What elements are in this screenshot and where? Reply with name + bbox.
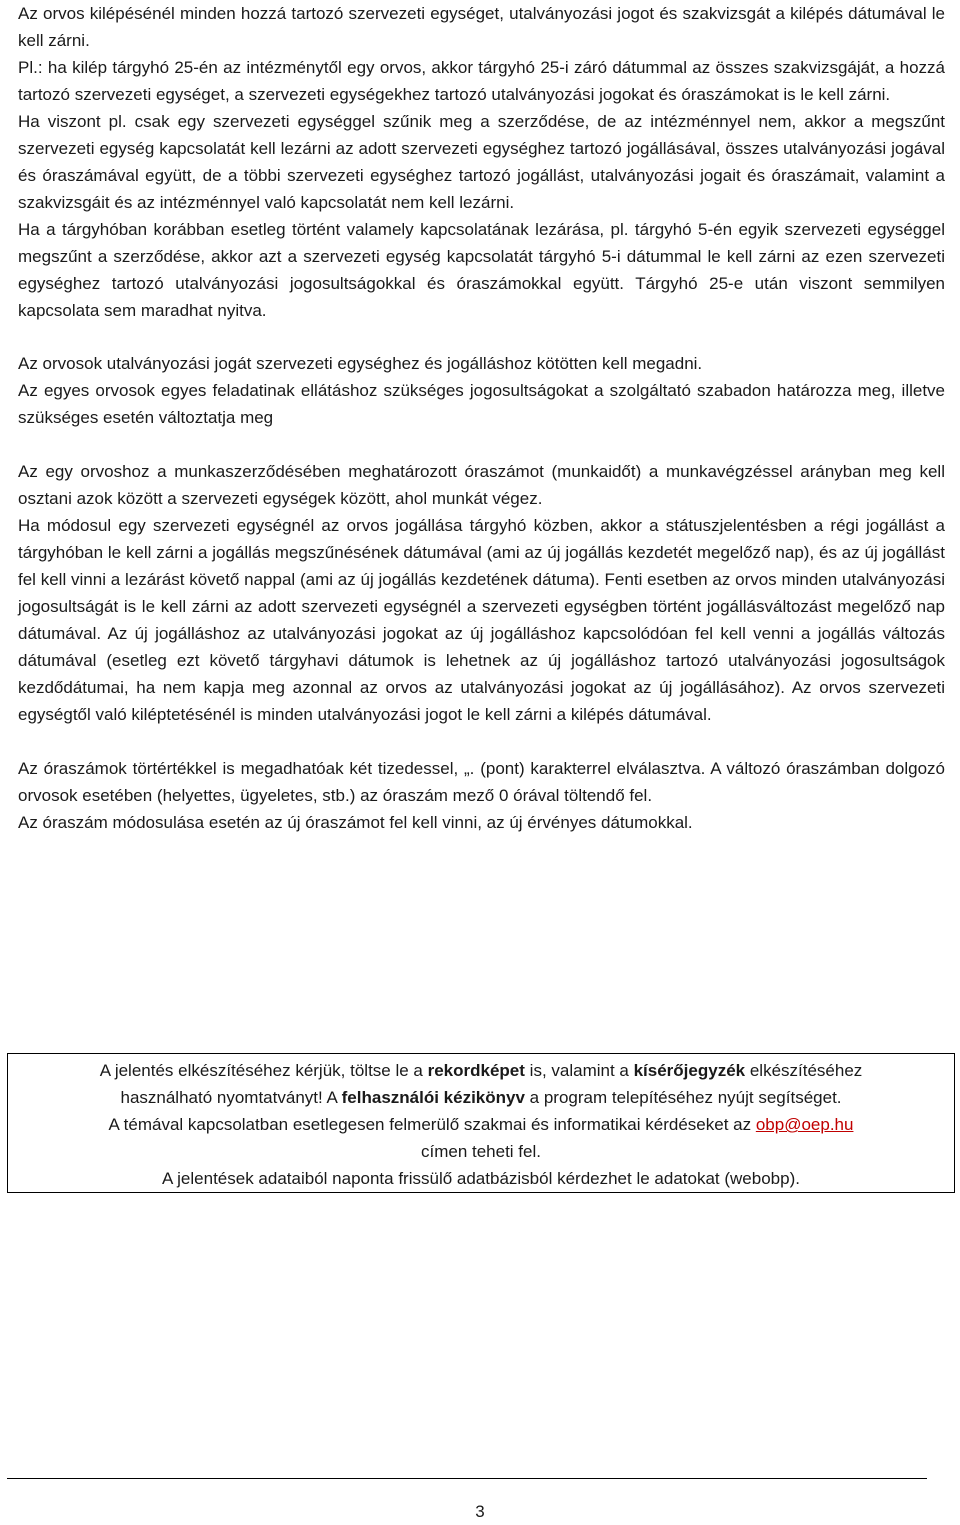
- paragraph-example: Pl.: ha kilép tárgyhó 25-én az intézménytől egy orvos, akkor tárgyhó 25-i záró dátummal az összes szakvizsgáját, a hozzá tartozó szervezeti egységet, a szervezeti egységekhez tartozó utalványozási jogokat és óraszámokat is le kell zárni.: [18, 58, 945, 104]
- paragraph-hours-decimal: Az óraszámok törtértékkel is megadhatóak két tizedessel, „. (pont) karakterrel elválasztva. A változó óraszámban dolgozó orvosok esetében (helyettes, ügyeletes, stb.) az óraszám mező 0 órával töltendő fel.: [18, 759, 945, 805]
- document-body: [18, 0, 945, 836]
- paragraph-permissions: Az egyes orvosok egyes feladatinak ellátáshoz szükséges jogosultságokat a szolgáltató szabadon határozza meg, illetve szükséges esetén változtatja meg: [18, 381, 945, 427]
- paragraph-earlier-closure: Ha a tárgyhóban korábban esetleg történt valamely kapcsolatának lezárása, pl. tárgyhó 5-én egyik szervezeti egységgel megszűnt a szerződése, akkor azt a szervezeti egység kapcsolatát tárgyhó 5-i dátummal le kell zárni az ezen szervezeti egységhez tartozó utalványozási jogosultságokkal és óraszámokkal együtt. Tárgyhó 25-e után viszont semmilyen kapcsolata sem maradhat nyitva.: [18, 220, 945, 320]
- info-line-database: A jelentések adataiból naponta frissülő adatbázisból kérdezhet le adatokat (webobp).: [162, 1169, 800, 1188]
- info-line-contact: [8, 1111, 954, 1138]
- info-line-download: [8, 1057, 954, 1084]
- info-text: a program telepítéséhez nyújt segítséget.: [524, 1088, 842, 1107]
- info-line-contact-cont: címen teheti fel.: [420, 1142, 541, 1161]
- paragraph-hours-allocation: Az egy orvoshoz a munkaszerződésében meghatározott óraszámot (munkaidőt) a munkavégzéssel arányban meg kell osztani azok között a szervezeti egységek között, ahol munkát végez.: [18, 462, 945, 508]
- cover-note-term: kísérőjegyzék: [633, 1061, 746, 1080]
- info-text: is, valamint a: [524, 1061, 634, 1080]
- email-link[interactable]: obp@oep.hu: [755, 1115, 854, 1134]
- paragraph-partial-termination: Ha viszont pl. csak egy szervezeti egységgel szűnik meg a szerződése, de az intézménnyel nem, akkor a megszűnt szervezeti egység kapcsolatát kell lezárni az adott szervezeti egységhez tartozó jogállásával, összes utalványozási jogával és óraszámával együtt, de a többi szervezeti egységhez tartozó jogállást, utalványozási jogait és óraszámait, valamint a szakvizsgáit és az intézménnyel való kapcsolatát nem kell lezárni.: [18, 112, 945, 212]
- user-manual-term: felhasználói kézikönyv: [341, 1088, 525, 1107]
- info-box: [7, 1053, 955, 1193]
- info-text: A jelentés elkészítéséhez kérjük, töltse le a: [99, 1061, 428, 1080]
- info-line-manual: [8, 1084, 954, 1111]
- footer-divider: [7, 1478, 927, 1479]
- info-text: használható nyomtatványt! A: [120, 1088, 342, 1107]
- info-text: A témával kapcsolatban esetlegesen felmerülő szakmai és informatikai kérdéseket az: [108, 1115, 756, 1134]
- info-text: elkészítéséhez: [745, 1061, 863, 1080]
- paragraph-status-change: Ha módosul egy szervezeti egységnél az orvos jogállása tárgyhó közben, akkor a státuszjelentésben a régi jogállást a tárgyhóban le kell zárni a jogállás megszűnésének dátumával (ami az új jogállás kezdetét megelőző nap), és az új jogállást fel kell vinni a lezárást követő nappal (ami az új jogállás kezdetének dátuma). Fenti esetben az orvos minden utalványozási jogosultságát is le kell zárni az adott szervezeti egységnél a szervezeti egységben történt jogállásváltozást megelőző nap dátumával. Az új jogálláshoz az utalványozási jogokat az új jogálláshoz kapcsolódóan fel kell venni a jogállás változás dátumával (esetleg ezt követő tárgyhavi dátumok is lehetnek az új jogálláshoz tartozó utalványozási jogosultságok kezdődátumai, ha nem kapja meg azonnal az orvos az utalványozási jogokat az új jogállásához). Az orvos szervezeti egységtől való kiléptetésénél is minden utalványozási jogot le kell zárni a kilépés dátumával.: [18, 516, 945, 724]
- paragraph-hours-modification: Az óraszám módosulása esetén az új óraszámot fel kell vinni, az új érvényes dátumokkal.: [18, 813, 693, 832]
- paragraph-exit-rule: Az orvos kilépésénél minden hozzá tartozó szervezeti egységet, utalványozási jogot és szakvizsgát a kilépés dátumával le kell zárni.: [18, 4, 945, 50]
- record-image-term: rekordképet: [427, 1061, 525, 1080]
- page-number: 3: [475, 1502, 485, 1521]
- paragraph-authorization-binding: Az orvosok utalványozási jogát szervezeti egységhez és jogálláshoz kötötten kell megadni.: [18, 354, 703, 373]
